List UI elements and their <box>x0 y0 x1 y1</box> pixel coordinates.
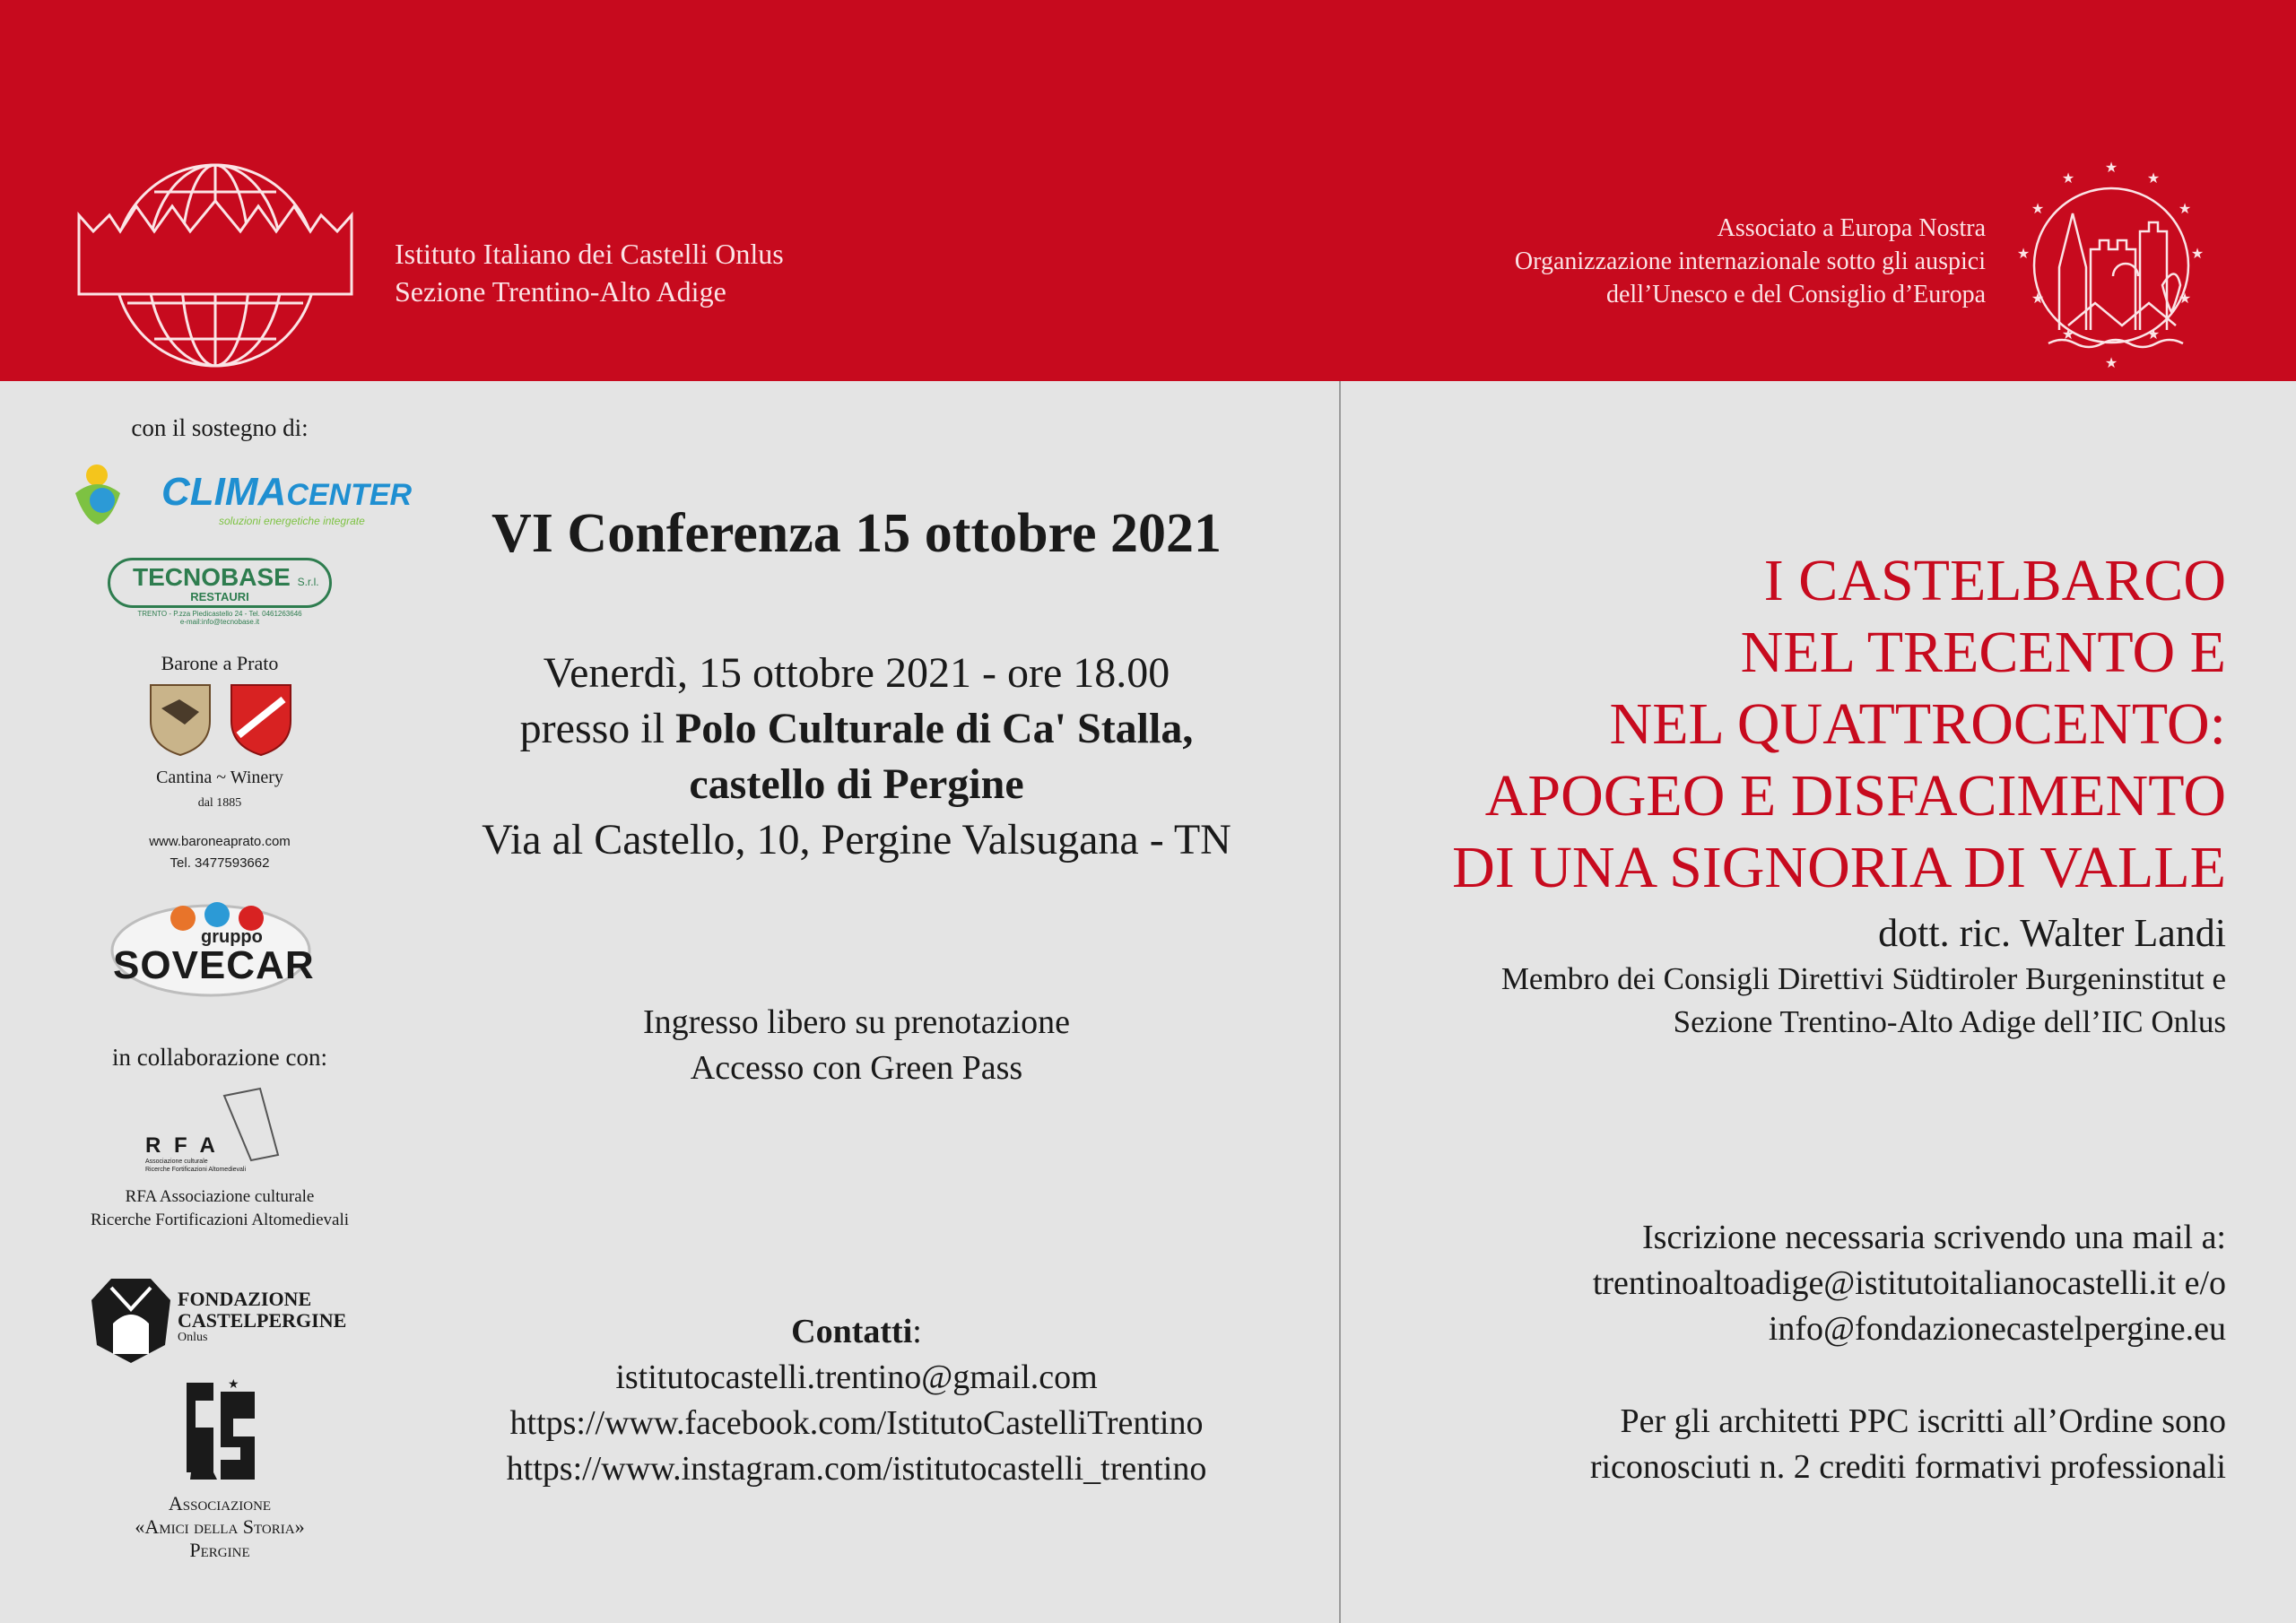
contact-facebook[interactable]: https://www.facebook.com/IstitutoCastelliTrentino <box>509 1404 1204 1442</box>
column-divider <box>1339 381 1341 1623</box>
europa-line2: Organizzazione internazionale sotto gli auspici <box>1514 247 1986 275</box>
ads-line3: Pergine <box>189 1539 250 1561</box>
talk-title <box>1452 545 2226 904</box>
contacts-heading <box>408 1309 1305 1355</box>
rfa-line1: RFA Associazione culturale <box>125 1187 315 1206</box>
institute-line1: Istituto Italiano dei Castelli Onlus <box>395 238 784 270</box>
barone-tel: Tel. 3477593662 <box>170 855 270 871</box>
conference-title: VI Conferenza 15 ottobre 2021 <box>491 503 1222 564</box>
registration-line3[interactable]: info@fondazionecastelpergine.eu <box>1768 1310 2226 1348</box>
svg-text:★: ★ <box>2190 245 2205 262</box>
fond-line3: Onlus <box>178 1331 208 1344</box>
affiliation-line1: Membro dei Consigli Direttivi Südtiroler Burgeninstitut e <box>1500 961 2226 996</box>
tecnobase-name: TECNOBASE <box>133 563 291 591</box>
ads-line2: «Amici della Storia» <box>135 1515 305 1538</box>
address: Via al Castello, 10, Pergine Valsugana - TN <box>482 816 1231 864</box>
credits-info <box>1590 1399 2226 1490</box>
tecnobase-srl: S.r.l. <box>297 576 319 588</box>
support-label: con il sostegno di: <box>131 414 309 441</box>
fond-line2: CASTELPERGINE <box>178 1309 347 1332</box>
title-line: I CASTELBARCO <box>1763 548 2226 613</box>
europa-line3: dell’Unesco e del Consiglio d’Europa <box>1605 281 1986 308</box>
collab-label: in collaborazione con: <box>112 1044 327 1071</box>
credits-line1: Per gli architetti PPC iscritti all’Ordine sono <box>1620 1402 2226 1440</box>
svg-text:★: ★ <box>2178 290 2192 307</box>
title-line: APOGEO E DISFACIMENTO <box>1484 763 2226 829</box>
venue-prefix: presso il <box>519 705 675 752</box>
title-line: NEL TRECENTO E <box>1740 620 2226 685</box>
svg-text:★: ★ <box>2061 169 2075 187</box>
contact-email[interactable]: istitutocastelli.trentino@gmail.com <box>615 1358 1098 1396</box>
rfa-mark-sub2: Ricerche Fortificazioni Altomedievali <box>145 1167 247 1173</box>
svg-text:★: ★ <box>2031 200 2045 217</box>
entry-info <box>408 1000 1305 1091</box>
sun-leaf-icon <box>66 457 129 529</box>
institute-line2: Sezione Trentino-Alto Adige <box>395 275 726 308</box>
europa-nostra-logo <box>2005 160 2217 371</box>
sovecar-name: SOVECAR <box>113 943 315 987</box>
entry-line1: Ingresso libero su prenotazione <box>643 1003 1070 1041</box>
svg-text:★: ★ <box>2146 169 2161 187</box>
fondazione-castelpergine-logo <box>84 1273 371 1367</box>
title-line: NEL QUATTROCENTO: <box>1609 691 2226 757</box>
tecnobase-logo <box>108 558 335 626</box>
clima-name: CLIMA <box>161 470 287 514</box>
contacts-label: Contatti <box>791 1313 913 1350</box>
ads-emblem-icon <box>178 1374 264 1485</box>
svg-text:★: ★ <box>2178 200 2192 217</box>
tower-icon <box>144 1083 287 1180</box>
fond-line1: FONDAZIONE <box>178 1288 312 1310</box>
tecnobase-address: TRENTO - P.zza Piedicastello 24 - Tel. 0461263646 <box>137 610 302 618</box>
speaker-affiliation <box>1501 958 2226 1044</box>
barone-web: www.baroneaprato.com <box>149 834 291 849</box>
credits-line2: riconosciuti n. 2 crediti formativi professionali <box>1589 1448 2226 1486</box>
svg-text:★: ★ <box>228 1377 239 1392</box>
header-band <box>0 0 2296 381</box>
contacts-block <box>408 1309 1305 1492</box>
venue-line <box>408 701 1305 757</box>
institute-name <box>395 235 784 310</box>
svg-text:★: ★ <box>2104 160 2118 176</box>
date-line: Venerdì, 15 ottobre 2021 - ore 18.00 <box>543 649 1170 697</box>
svg-text:★: ★ <box>2016 245 2031 262</box>
title-line: DI UNA SIGNORIA DI VALLE <box>1452 835 2226 900</box>
barone-sub: Cantina ~ Winery <box>156 768 283 787</box>
entry-line2: Accesso con Green Pass <box>690 1049 1023 1087</box>
barone-since: dal 1885 <box>197 796 242 810</box>
europa-nostra-note <box>1515 212 1986 311</box>
clima-tagline: soluzioni energetiche integrate <box>219 515 365 527</box>
europa-line1: Associato a Europa Nostra <box>1717 214 1986 242</box>
venue-line2: castello di Pergine <box>689 760 1024 808</box>
sovecar-logo <box>109 897 315 1004</box>
rfa-logo <box>144 1083 287 1180</box>
affiliation-line2: Sezione Trentino-Alto Adige dell’IIC Onlus <box>1673 1004 2226 1039</box>
registration-line1: Iscrizione necessaria scrivendo una mail a: <box>1642 1219 2226 1256</box>
sovecar-small: gruppo <box>201 927 263 947</box>
svg-text:★: ★ <box>2061 325 2075 343</box>
climacenter-logo <box>66 457 413 538</box>
event-details <box>408 646 1305 868</box>
barone-shields-icon <box>149 681 292 757</box>
contact-instagram[interactable]: https://www.instagram.com/istitutocastelli_trentino <box>506 1450 1207 1488</box>
svg-text:★: ★ <box>2031 290 2045 307</box>
svg-text:★: ★ <box>2104 354 2118 371</box>
rfa-mark: R F A <box>145 1133 219 1158</box>
castle-emblem-icon <box>84 1273 178 1367</box>
svg-text:★: ★ <box>2146 325 2161 343</box>
venue-bold: Polo Culturale di Ca' Stalla, <box>674 705 1194 752</box>
speaker-name: dott. ric. Walter Landi <box>1878 911 2226 955</box>
tecnobase-sub: RESTAURI <box>190 590 249 603</box>
registration-line2[interactable]: trentinoaltoadige@istitutoitalianocastelli.it e/o <box>1592 1264 2226 1302</box>
ads-line1: Associazione <box>168 1492 272 1515</box>
clima-name2: CENTER <box>286 478 413 512</box>
tecnobase-email: e-mail:info@tecnobase.it <box>179 618 260 626</box>
registration-info <box>1593 1215 2226 1352</box>
contacts-colon: : <box>912 1313 922 1350</box>
barone-title: Barone a Prato <box>161 652 279 674</box>
rfa-mark-sub1: Associazione culturale <box>145 1159 208 1165</box>
rfa-line2: Ricerche Fortificazioni Altomedievali <box>90 1211 350 1229</box>
castle-globe-logo <box>74 160 357 371</box>
